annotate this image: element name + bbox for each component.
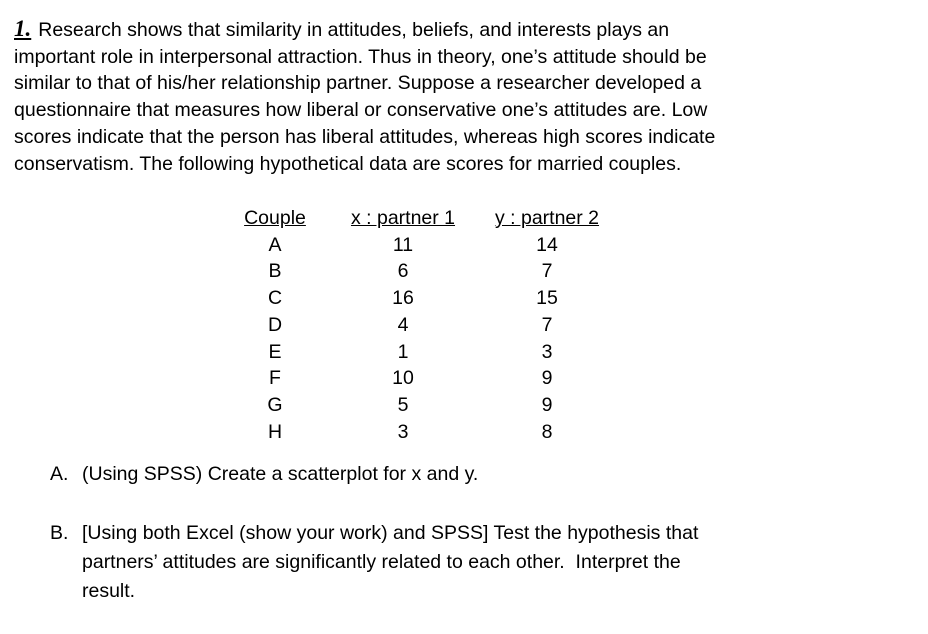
- table-row: [240, 232, 607, 259]
- cell-x: 16: [392, 287, 414, 310]
- cell-x: 11: [392, 233, 414, 256]
- question-text: Research shows that similarity in attitudes, beliefs, and interests plays an: [38, 19, 670, 41]
- cell-y: 14: [536, 233, 558, 256]
- cell-couple: B: [268, 260, 282, 283]
- column-header-x-partner-1: [343, 205, 463, 232]
- table-row: [240, 365, 607, 392]
- cell-x: 6: [397, 260, 409, 283]
- subquestion-a-marker: A.: [50, 463, 69, 485]
- cell-x: 5: [397, 393, 409, 416]
- cell-x: 4: [397, 313, 409, 336]
- question-line: scores indicate that the person has liberal attitudes, whereas high scores indicate: [14, 125, 716, 148]
- cell-couple: H: [267, 420, 283, 443]
- subquestion-a-text: [82, 460, 478, 489]
- cell-couple: G: [267, 393, 283, 416]
- cell-y: 7: [541, 313, 553, 336]
- question-line: [14, 16, 715, 44]
- question-line: important role in interpersonal attraction. Thus in theory, one’s attitude should be: [14, 45, 707, 68]
- subquestion-a: [50, 460, 478, 489]
- column-header-label: x : partner 1: [350, 207, 456, 229]
- cell-couple: E: [268, 340, 282, 363]
- subquestion-line: result.: [82, 580, 136, 602]
- cell-y: 15: [536, 287, 558, 310]
- cell-couple: C: [267, 287, 283, 310]
- column-header-couple: [240, 205, 310, 232]
- subquestion-b-text: [82, 519, 698, 606]
- cell-y: 9: [541, 393, 553, 416]
- table-row: [240, 419, 607, 446]
- cell-couple: F: [269, 367, 281, 390]
- question-number: 1.: [14, 16, 32, 41]
- table-row: [240, 312, 607, 339]
- subquestion-line: [Using both Excel (show your work) and SPSS] Test the hypothesis that: [82, 522, 699, 544]
- question-paragraph: [14, 16, 715, 177]
- table-row: [240, 339, 607, 366]
- subquestion-b-marker: B.: [50, 522, 69, 544]
- table-row: [240, 285, 607, 312]
- column-header-y-partner-2: [487, 205, 607, 232]
- cell-x: 1: [397, 340, 409, 363]
- cell-y: 7: [541, 260, 553, 283]
- cell-y: 3: [541, 340, 553, 363]
- table-row: [240, 258, 607, 285]
- cell-x: 3: [397, 420, 409, 443]
- couples-data-table: [240, 205, 607, 445]
- subquestion-line: (Using SPSS) Create a scatterplot for x and y.: [82, 463, 479, 485]
- column-header-label: y : partner 2: [494, 207, 600, 229]
- subquestion-b: [50, 519, 698, 606]
- cell-x: 10: [392, 367, 414, 390]
- cell-couple: A: [268, 233, 282, 256]
- question-line: questionnaire that measures how liberal or conservative one’s attitudes are. Low: [14, 99, 708, 122]
- column-header-label: Couple: [244, 207, 306, 229]
- table-header-row: [240, 205, 607, 232]
- subquestion-line: partners’ attitudes are significantly related to each other. Interpret the: [82, 551, 681, 573]
- cell-couple: D: [267, 313, 283, 336]
- question-line: conservatism. The following hypothetical data are scores for married couples.: [14, 152, 682, 175]
- cell-y: 9: [541, 367, 553, 390]
- table-row: [240, 392, 607, 419]
- question-line: similar to that of his/her relationship partner. Suppose a researcher developed a: [14, 72, 702, 95]
- cell-y: 8: [541, 420, 553, 443]
